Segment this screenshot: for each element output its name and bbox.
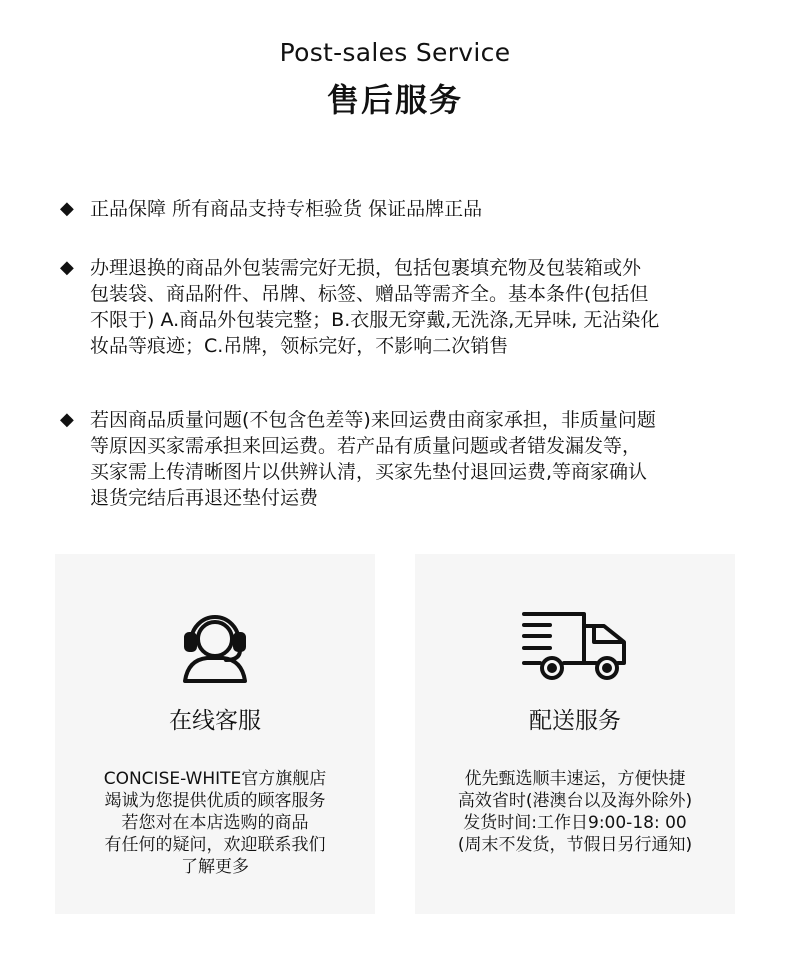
policy-text: 正品保障 所有商品支持专柜验货 保证品牌正品	[90, 198, 483, 220]
card-description: CONCISE-WHITE官方旗舰店 竭诚为您提供优质的顾客服务 若您对在本店选购的商品 有任何的疑问，欢迎联系我们 了解更多	[103, 769, 327, 877]
online-service-card	[55, 554, 375, 914]
policy-item-return-conditions	[60, 255, 740, 365]
card-title: 配送服务	[529, 708, 621, 734]
page-title-chinese: 售后服务	[326, 81, 463, 119]
page-title-english: Post-sales Service	[279, 38, 511, 67]
diamond-bullet-icon: ◆	[60, 257, 74, 278]
delivery-service-card	[415, 554, 735, 914]
customer-service-headset-icon	[55, 608, 375, 684]
policy-text: 办理退换的商品外包装需完好无损，包括包裹填充物及包装箱或外 包装袋、商品附件、吊牌、标签、赠品等需齐全。基本条件(包括但 不限于) A.商品外包装完整；B.衣服无穿戴,无洗涤,无异味, 无沾染化 妆品等痕迹；C.吊牌，领标完好，不影响二次销售	[90, 257, 660, 357]
policy-item-shipping-fees	[60, 407, 740, 517]
diamond-bullet-icon: ◆	[60, 409, 74, 430]
policy-text: 若因商品质量问题(不包含色差等)来回运费由商家承担，非质量问题 等原因买家需承担来回运费。若产品有质量问题或者错发漏发等， 买家需上传清晰图片以供辨认清，买家先垫付退回运费,等商家确认 退货完结后再退还垫付运费	[90, 409, 656, 509]
diamond-bullet-icon: ◆	[60, 198, 74, 219]
delivery-truck-icon	[415, 608, 735, 684]
card-title: 在线客服	[169, 708, 261, 734]
policy-item-authenticity	[60, 196, 740, 226]
card-description: 优先甄选顺丰速运，方便快捷 高效省时(港澳台以及海外除外) 发货时间:工作日9:00-18: 00 (周末不发货，节假日另行通知)	[457, 769, 693, 855]
